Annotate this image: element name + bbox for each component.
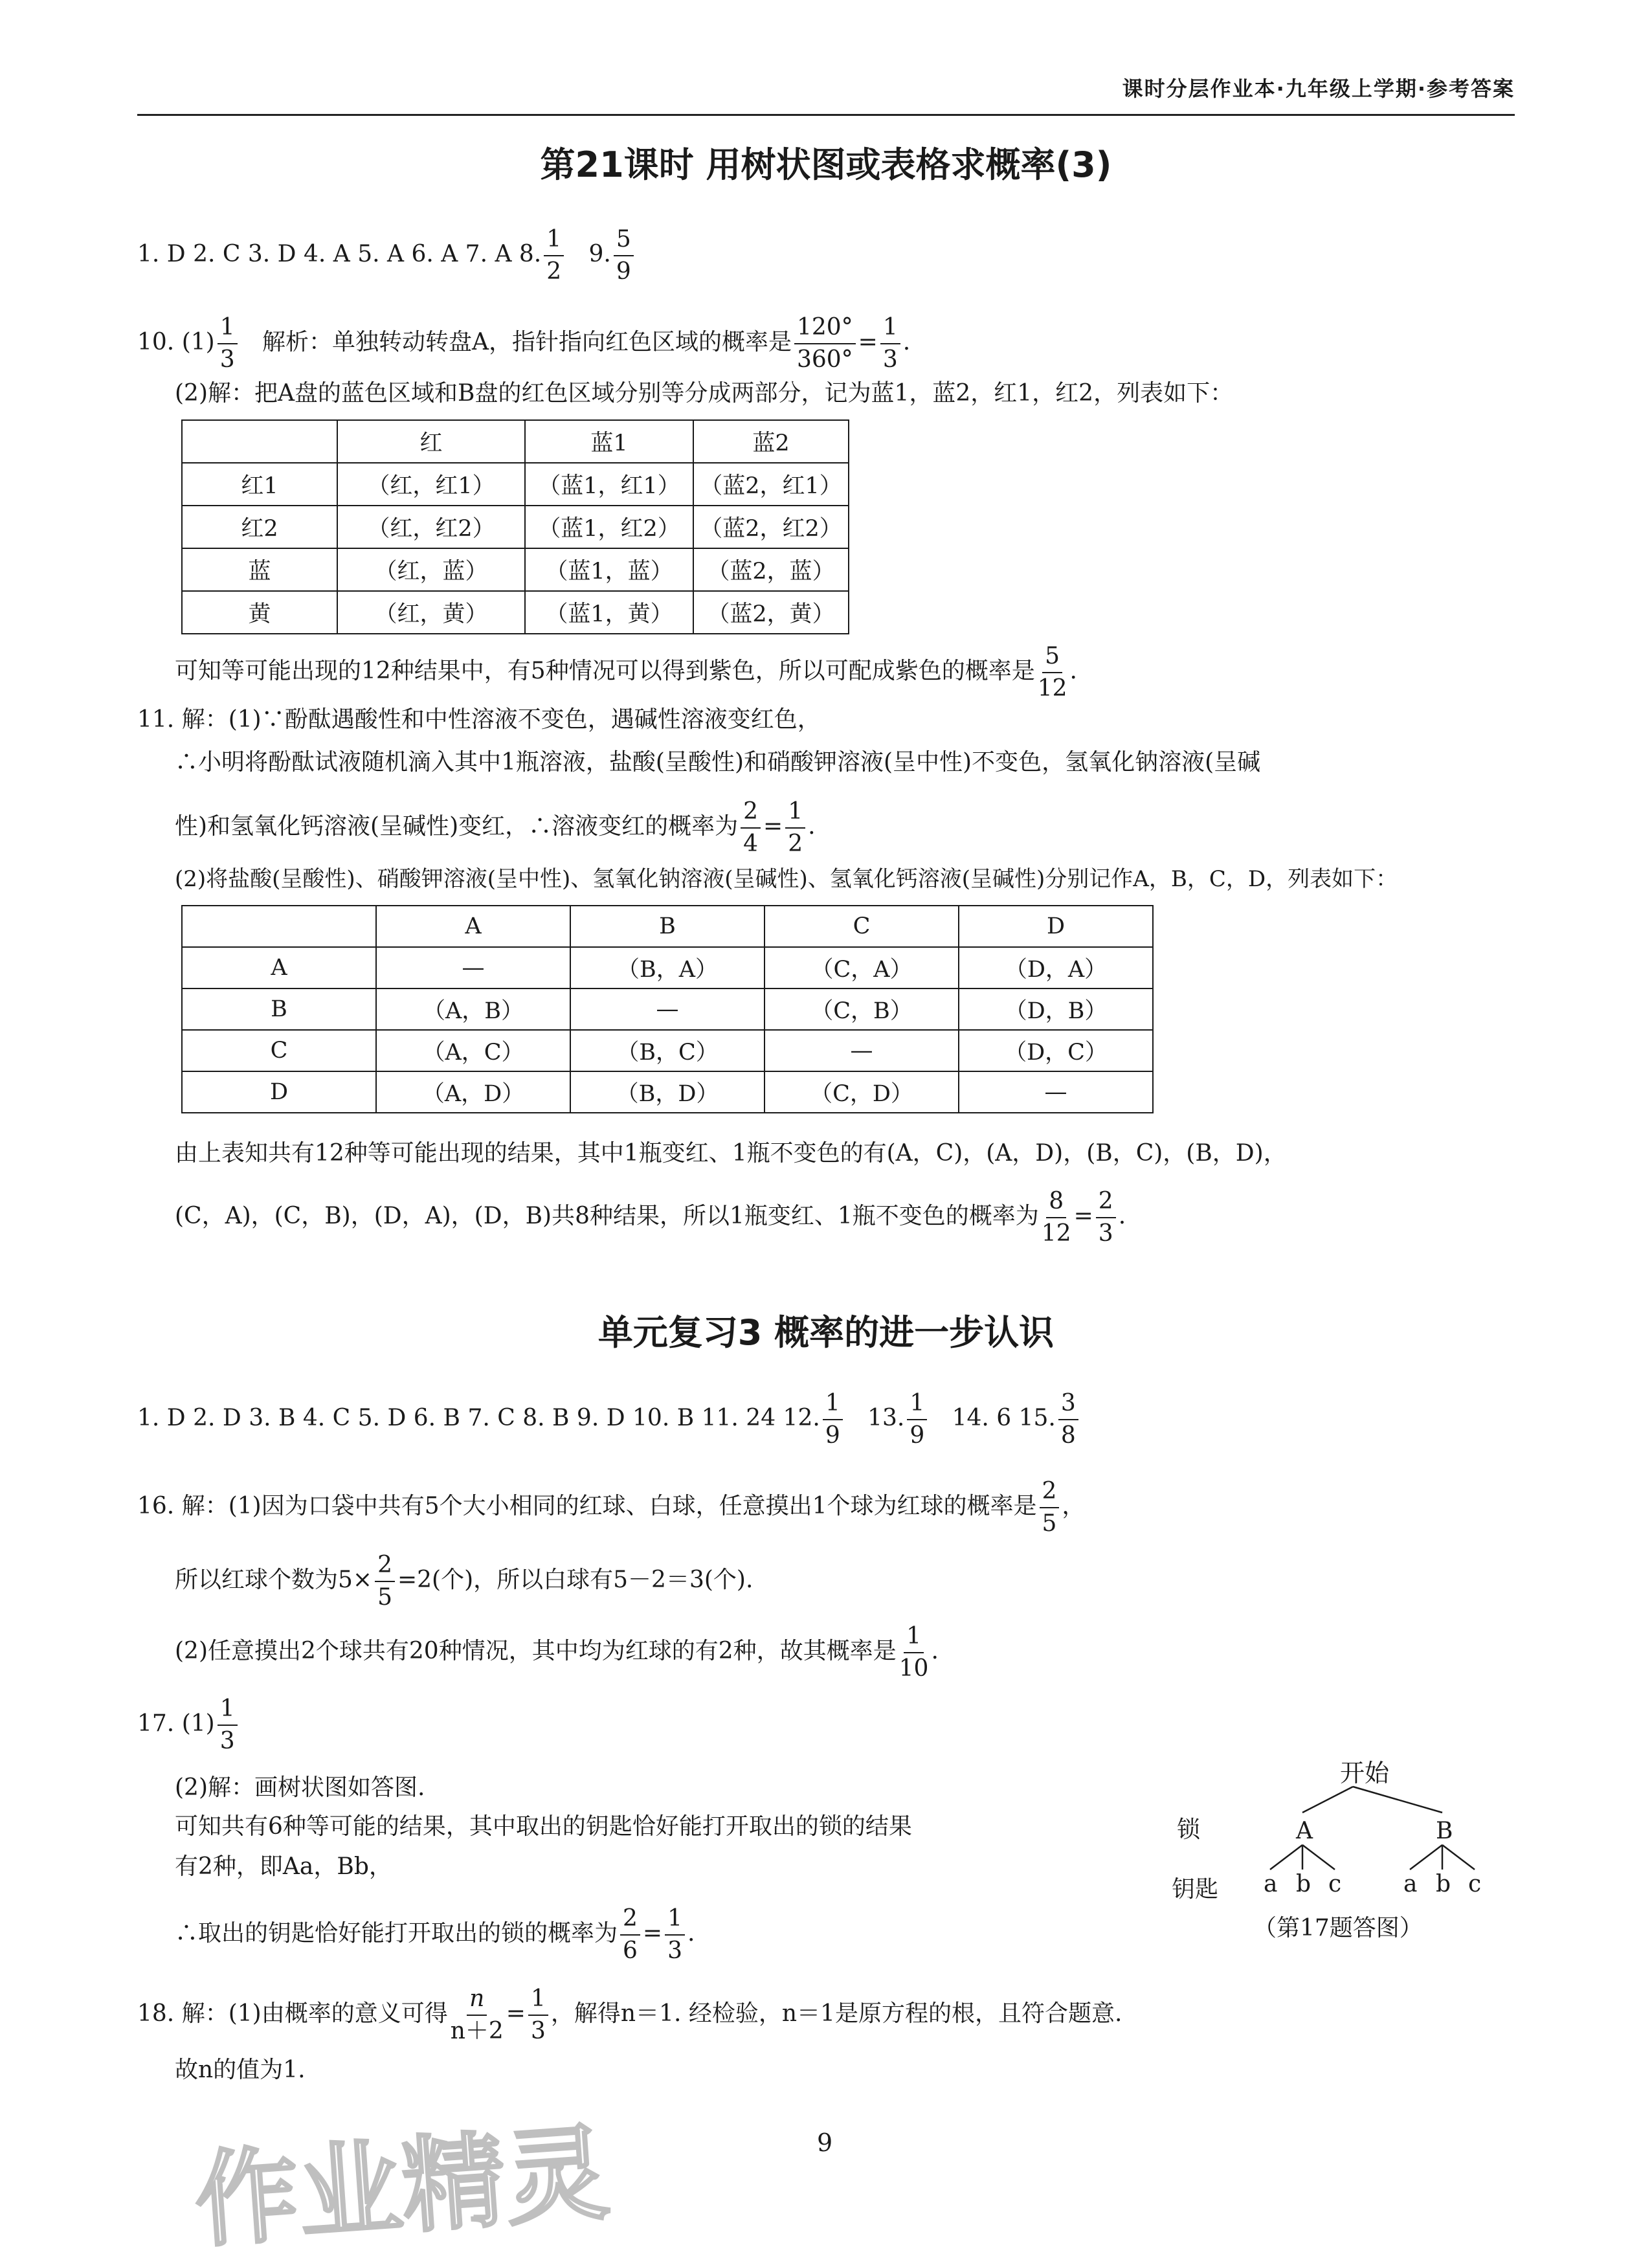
tree-node-key-b: b [1296, 1871, 1312, 1897]
fraction-q10-result: $\frac{1}{3}$ [880, 316, 900, 372]
q10-part2: (2)解：把A盘的蓝色区域和B盘的红色区域分别等分成两部分，记为蓝1，蓝2，红1，红2，列表如下： [175, 380, 1234, 407]
table-row [182, 591, 849, 634]
table-header-cell: A [376, 906, 570, 947]
table-header-cell: D [959, 906, 1153, 947]
table-header-row [182, 906, 1153, 947]
fraction-q13: $\frac{1}{9}$ [907, 1392, 927, 1447]
q11-line-3: 性)和氢氧化钙溶液(呈碱性)变红，∴溶液变红的概率为 $\frac{2}{4}$ = $\frac{1}{2}$ . [175, 798, 816, 857]
table-header-row [182, 420, 849, 463]
tree-lock-label: 锁 [1177, 1816, 1201, 1843]
fraction-q8: $\frac{1}{2}$ [544, 228, 564, 284]
table-row [182, 947, 1153, 988]
q17-line-2: (2)解：画树状图如答图. [175, 1774, 425, 1801]
table-header-cell: 蓝1 [525, 420, 693, 463]
fraction-q16-b: $\frac{2}{5}$ [375, 1554, 395, 1609]
tree-branch [1442, 1845, 1475, 1870]
table-row [182, 548, 849, 591]
table-cell: B [182, 988, 376, 1030]
table-cell: （A，D） [376, 1071, 570, 1113]
fraction-q17-a: $\frac{1}{3}$ [218, 1697, 238, 1753]
page-number: 9 [817, 2128, 833, 2157]
tree-node-key-c: c [1468, 1871, 1482, 1897]
fraction-q18-a: $\frac{n}{n+2}$ [450, 1985, 504, 2044]
q17-line-5: ∴取出的钥匙恰好能打开取出的锁的概率为 $\frac{2}{6}$ = $\frac{1}{3}$ . [175, 1905, 695, 1964]
q11-line-4: (2)将盐酸(呈酸性)、硝酸钾溶液(呈中性)、氢氧化钠溶液(呈碱性)、氢氧化钙溶液(呈碱性)分别记作A，B，C，D，列表如下： [175, 866, 1398, 892]
table-cell: （蓝1，红2） [525, 506, 693, 548]
watermark: 作业精灵 [191, 2112, 613, 2262]
tree-node-key-a: a [1264, 1871, 1278, 1897]
q11-line-5: 由上表知共有12种等可能出现的结果，其中1瓶变红、1瓶不变色的有(A，C)，(A，D)，(B，C)，(B，D)， [175, 1140, 1287, 1167]
fraction-q9: $\frac{5}{9}$ [614, 228, 634, 284]
table-cell: （红，红2） [337, 506, 525, 548]
tree-branch [1270, 1845, 1302, 1870]
tree-node-lock-a: A [1296, 1818, 1313, 1844]
fraction-q11-b: $\frac{1}{2}$ [785, 800, 805, 856]
table-cell: （C，A） [765, 947, 959, 988]
table-cell: A [182, 947, 376, 988]
table-header-cell: B [570, 906, 765, 947]
table-cell: — [570, 988, 765, 1030]
table-cell: （A，B） [376, 988, 570, 1030]
table-header-cell [182, 420, 337, 463]
fraction-q10-answer: $\frac{1}{3}$ [218, 316, 238, 372]
review-answers-row: 1. D 2. D 3. B 4. C 5. D 6. B 7. C 8. B 9. D 10. B 11. 24 12. $\frac{1}{9}$ 13. $\frac{1}{9}$ 14. 6 15. $\frac{3}{8}$ [137, 1392, 1081, 1447]
answers-prefix: 1. D 2. C 3. D 4. A 5. A 6. A 7. A 8. [137, 241, 542, 267]
fraction-q11-a: $\frac{2}{4}$ [741, 800, 761, 856]
tree-node-key-c: c [1328, 1871, 1342, 1897]
table-cell: （D，A） [959, 947, 1153, 988]
section-title-review-3: 单元复习3 概率的进一步认识 [597, 1312, 1055, 1353]
header-text: 课时分层作业本·九年级上学期·参考答案 [1122, 76, 1515, 101]
q10-conclusion: 可知等可能出现的12种结果中，有5种情况可以得到紫色，所以可配成紫色的概率是 $\frac{5}{12}$ . [175, 643, 1077, 702]
table-cell: （蓝1，蓝） [525, 548, 693, 591]
table-cell: （C，D） [765, 1071, 959, 1113]
table-cell: （D，B） [959, 988, 1153, 1030]
fraction-q10-angle: $\frac{120^\circ}{360^\circ}$ [794, 316, 856, 372]
q10-text: 解析：单独转动转盘A，指针指向红色区域的概率是 [262, 329, 792, 355]
table-cell: — [959, 1071, 1153, 1113]
table-cell: （B，C） [570, 1030, 765, 1071]
fraction-q17-c: $\frac{1}{3}$ [665, 1907, 685, 1963]
fraction-q11-d: $\frac{2}{3}$ [1096, 1190, 1116, 1245]
table-cell: （D，C） [959, 1030, 1153, 1071]
q18-line-1: 18. 解：(1)由概率的意义可得 $\frac{n}{n+2}$ = $\frac{1}{3}$ ，解得n＝1. 经检验，n＝1是原方程的根，且符合题意. [137, 1985, 1122, 2044]
fraction-q16-a: $\frac{2}{5}$ [1040, 1480, 1060, 1536]
q11-line-6: (C，A)，(C，B)，(D，A)，(D，B)共8种结果，所以1瓶变红、1瓶不变色的概率为 $\frac{8}{12}$ = $\frac{2}{3}$ . [175, 1188, 1126, 1247]
table-cell: （红，蓝） [337, 548, 525, 591]
table-cell: C [182, 1030, 376, 1071]
table-row [182, 506, 849, 548]
tree-branch [1353, 1787, 1442, 1813]
table-cell: （蓝2，红2） [693, 506, 849, 548]
q18-line-2: 故n的值为1. [175, 2057, 306, 2083]
table-cell: （红，红1） [337, 463, 525, 506]
tree-caption: （第17题答图） [1253, 1915, 1423, 1941]
table-row [182, 988, 1153, 1030]
tree-branch [1302, 1845, 1335, 1870]
table-header-cell: 蓝2 [693, 420, 849, 463]
table-solution-pairs [181, 905, 1154, 1113]
q17-line-1: 17. (1) $\frac{1}{3}$ [137, 1697, 240, 1753]
table-cell: （C，B） [765, 988, 959, 1030]
fraction-q12: $\frac{1}{9}$ [823, 1392, 843, 1447]
table-row [182, 463, 849, 506]
table-cell: （蓝2，蓝） [693, 548, 849, 591]
q11-line-1: 11. 解：(1)∵酚酞遇酸性和中性溶液不变色，遇碱性溶液变红色， [137, 706, 821, 733]
table-cell: （红，黄） [337, 591, 525, 634]
table-cell: — [765, 1030, 959, 1071]
table-cell: 蓝 [182, 548, 337, 591]
tree-node-key-a: a [1403, 1871, 1418, 1897]
q17-line-4: 有2种，即Aa，Bb， [175, 1853, 392, 1880]
fraction-q10-conclusion: $\frac{5}{12}$ [1037, 643, 1067, 702]
tree-branch [1410, 1845, 1442, 1870]
q16-line-2: 所以红球个数为5× $\frac{2}{5}$ =2(个)，所以白球有5－2＝3(个). [175, 1552, 753, 1611]
section-title-21: 第21课时 用树状图或表格求概率(3) [540, 144, 1112, 185]
answers-row-1-9 [137, 228, 636, 284]
table-cell: （B，D） [570, 1071, 765, 1113]
table-cell: （A，C） [376, 1030, 570, 1071]
fraction-q17-b: $\frac{2}{6}$ [620, 1907, 640, 1963]
q16-line-1: 16. 解：(1)因为口袋中共有5个大小相同的红球、白球，任意摸出1个球为红球的概率是 $\frac{2}{5}$ ， [137, 1478, 1086, 1537]
table-header-cell: 红 [337, 420, 525, 463]
table-cell: （蓝2，黄） [693, 591, 849, 634]
table-cell: （B，A） [570, 947, 765, 988]
q17-line-3: 可知共有6种等可能的结果，其中取出的钥匙恰好能打开取出的锁的结果 [175, 1813, 912, 1840]
table-cell: （蓝1，黄） [525, 591, 693, 634]
table-row [182, 1071, 1153, 1113]
table-cell: 红1 [182, 463, 337, 506]
table-row [182, 1030, 1153, 1071]
fraction-q15: $\frac{3}{8}$ [1058, 1392, 1078, 1447]
header-rule [137, 114, 1515, 116]
table-header-cell [182, 906, 376, 947]
table-cell: （蓝2，红1） [693, 463, 849, 506]
tree-node-key-b: b [1436, 1871, 1451, 1897]
tree-root: 开始 [1340, 1759, 1390, 1787]
table-color-outcomes [181, 419, 849, 634]
table-cell: 黄 [182, 591, 337, 634]
fraction-q16-c: $\frac{1}{10}$ [899, 1623, 929, 1682]
table-cell: （蓝1，红1） [525, 463, 693, 506]
q9-label: 9. [588, 241, 611, 267]
tree-node-lock-b: B [1436, 1818, 1453, 1844]
table-header-cell: C [765, 906, 959, 947]
fraction-q18-b: $\frac{1}{3}$ [528, 1987, 548, 2043]
tree-branch [1302, 1787, 1353, 1813]
table-cell: — [376, 947, 570, 988]
fraction-q11-c: $\frac{8}{12}$ [1041, 1188, 1071, 1247]
q11-line-2: ∴小明将酚酞试液随机滴入其中1瓶溶液，盐酸(呈酸性)和硝酸钾溶液(呈中性)不变色，氢氧化钠溶液(呈碱 [175, 749, 1261, 776]
tree-key-label: 钥匙 [1172, 1876, 1219, 1903]
table-cell: D [182, 1071, 376, 1113]
q16-line-3: (2)任意摸出2个球共有20种情况，其中均为红球的有2种，故其概率是 $\frac{1}{10}$ . [175, 1623, 939, 1682]
q10-line: 10. (1) $\frac{1}{3}$ 解析：单独转动转盘A，指针指向红色区域的概率是 $\frac{120^\circ}{360^\circ}$ = $\frac{1}{3}$ . [137, 314, 911, 373]
table-cell: 红2 [182, 506, 337, 548]
q10-label: 10. (1) [137, 329, 215, 355]
